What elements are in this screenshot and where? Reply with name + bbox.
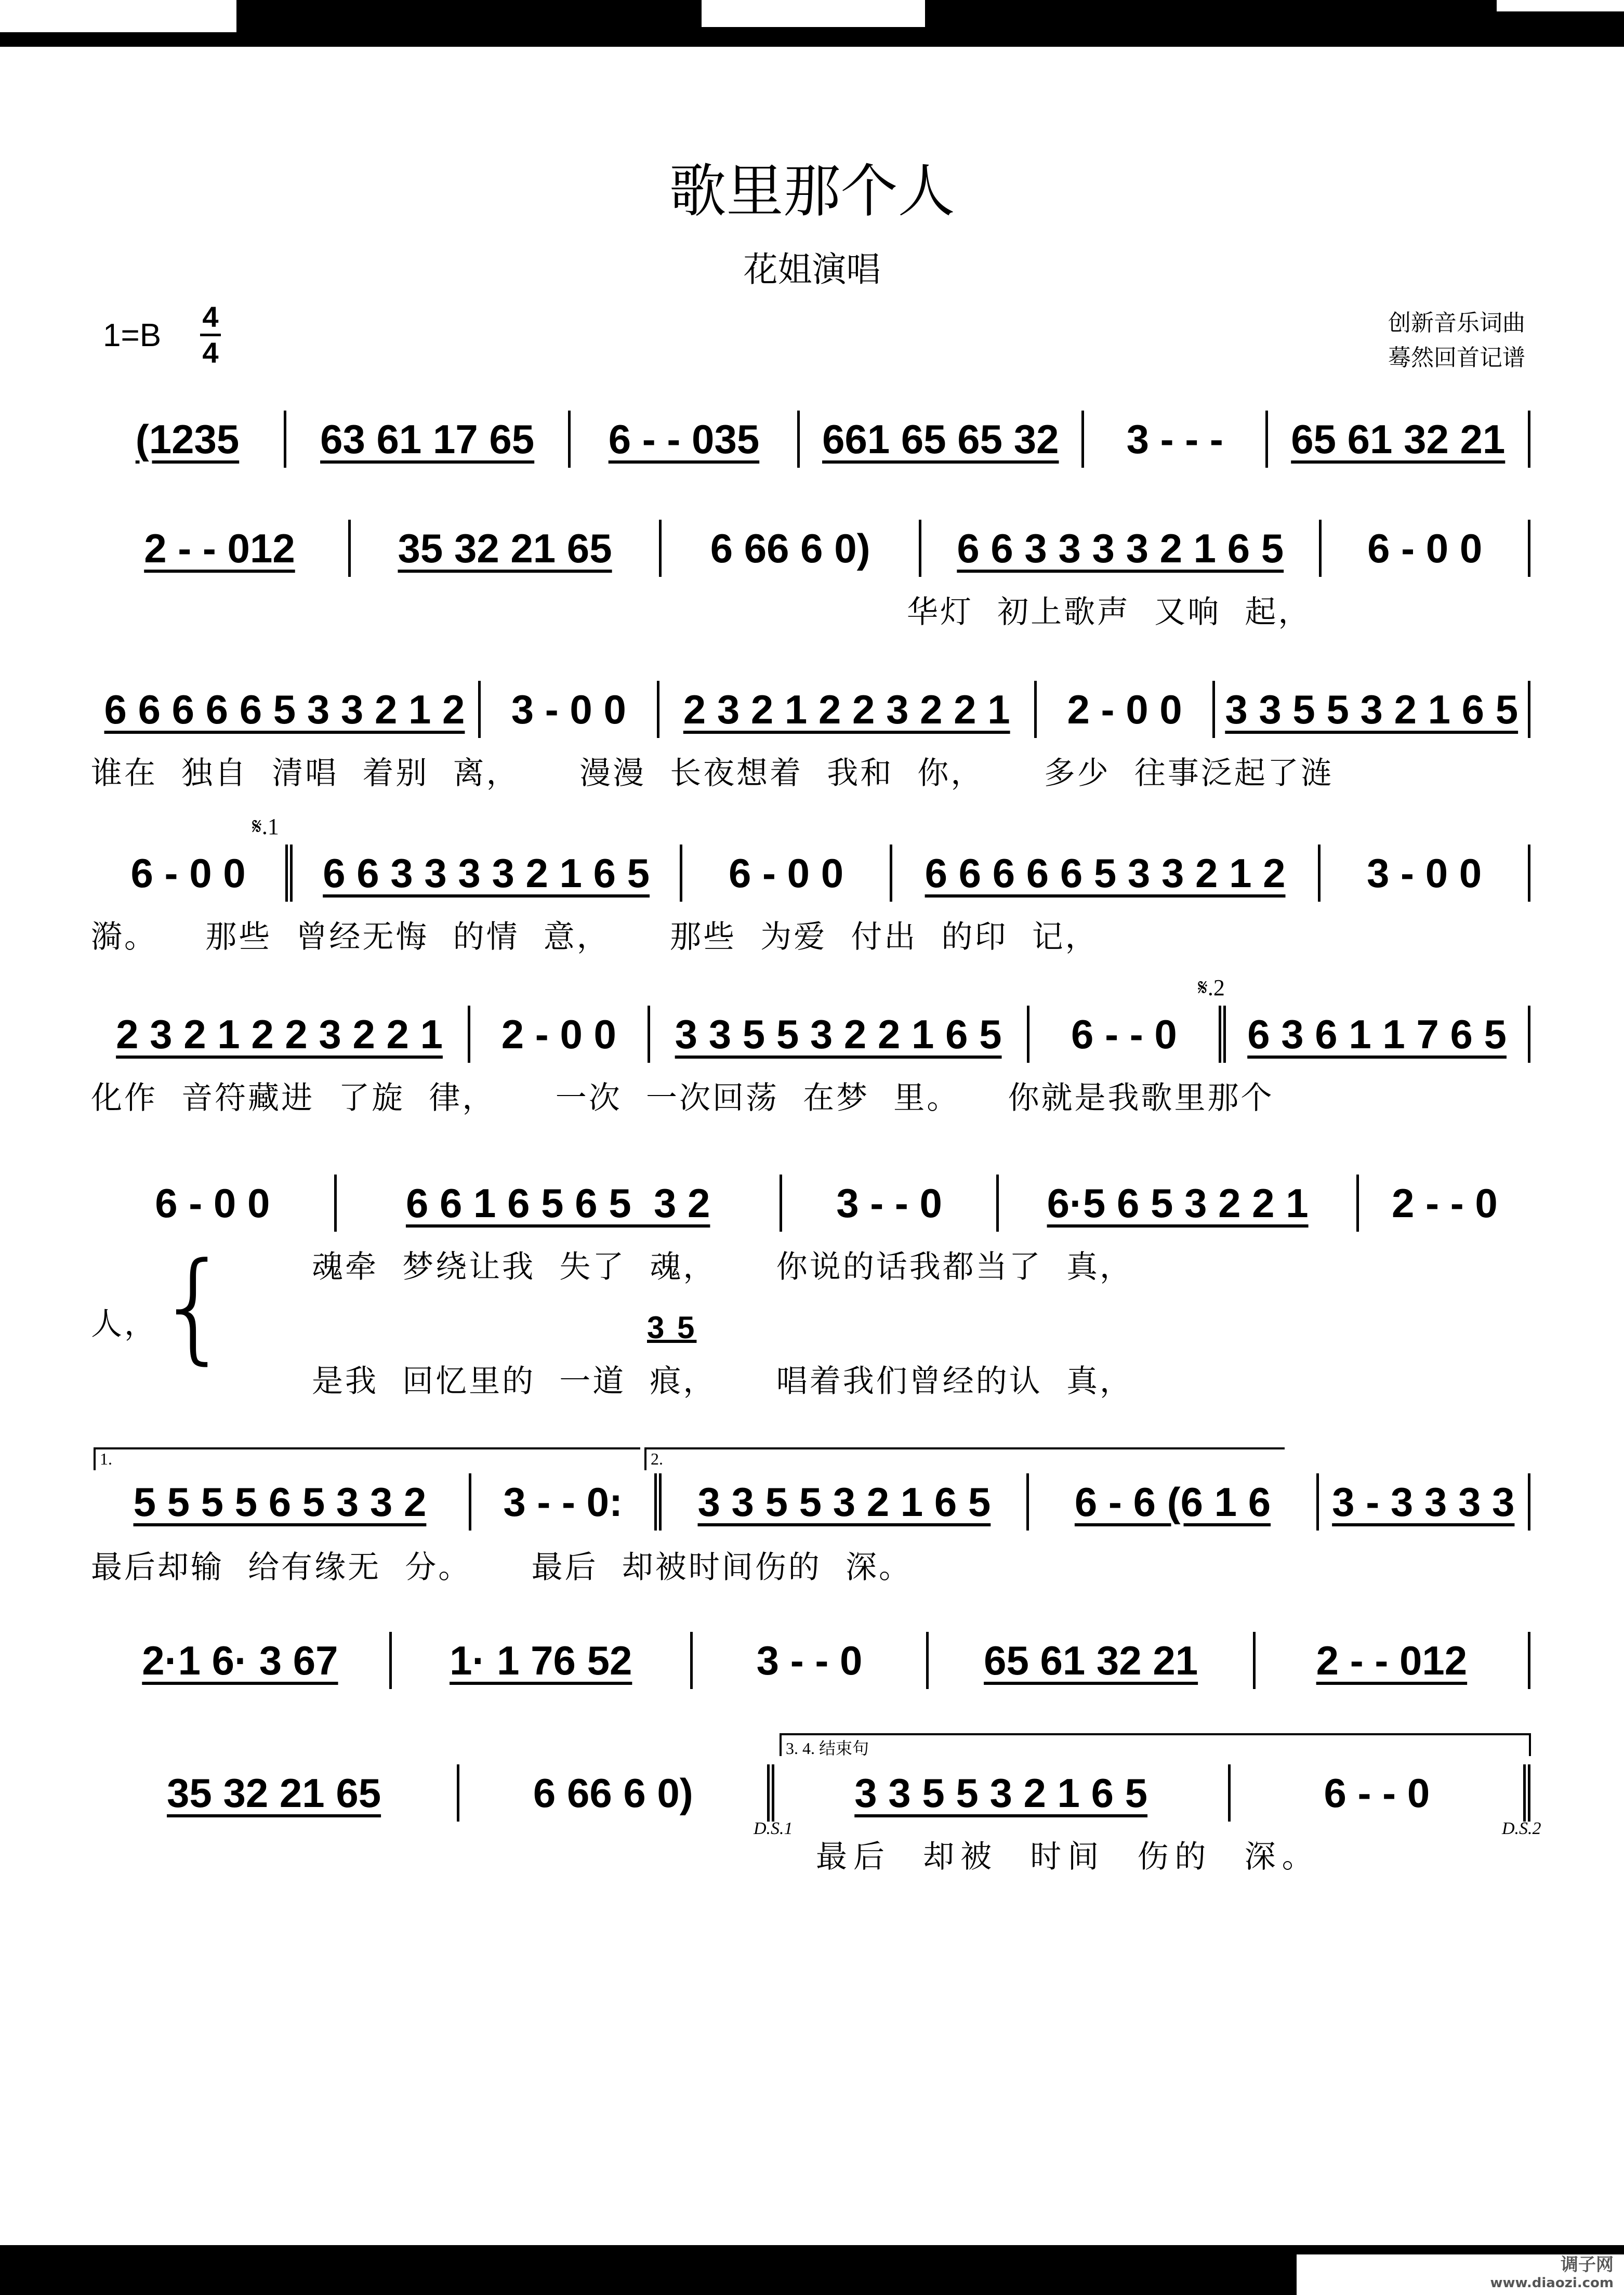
measure: 6 66 6 0) (459, 1764, 774, 1822)
measure: 6 - - 035 (571, 411, 799, 468)
measure: 6 - - 0 (1231, 1764, 1530, 1822)
lyric-line: 化作 音符藏进 了旋 律， 一次 一次回荡 在梦 里。 你就是我歌里那个 (91, 1080, 1274, 1116)
measure: 63 61 17 65 (286, 411, 571, 468)
time-signature (200, 301, 221, 368)
measure: 6 - - 0 (1029, 1006, 1226, 1063)
score-row-5 (91, 1006, 1530, 1063)
ds1-marking: D.S.1 (754, 1819, 793, 1838)
lyric-line: 最后 却被 时间 伤的 深。 (816, 1839, 1319, 1875)
watermark-url: www.diaozi.com (1490, 2275, 1614, 2291)
volta-1: 1. (94, 1447, 640, 1470)
measure: 3 - - - (1084, 411, 1269, 468)
volta-3-4-ending: 3. 4. 结束句 (780, 1733, 1531, 1756)
measure: 6 6 6 6 6 5 3 3 2 1 2 (892, 845, 1321, 902)
measure: 2 - - 0 (1392, 1180, 1498, 1226)
lyric-line: 谁在 独自 清唱 着别 离， 漫漫 长夜想着 我和 你， 多少 往事泛起了涟 (91, 755, 1334, 792)
score-row-2 (91, 520, 1530, 577)
measure: 3 - - 0: (471, 1473, 662, 1531)
lyric-line: 最后却输 给有缘无 分。 最后 却被时间伤的 深。 (91, 1549, 912, 1586)
song-title: 歌里那个人 (669, 158, 955, 225)
lyric-line: 人， (91, 1306, 157, 1342)
measure: 3 - - 0 (782, 1175, 999, 1232)
lyric-line: 华灯 初上歌声 又响 起， (907, 594, 1312, 630)
composer-credit: 创新音乐词曲 (1388, 310, 1525, 336)
watermark-name: 调子网 (1561, 2254, 1614, 2275)
measure: 65 61 32 21 (1268, 411, 1530, 468)
measure: 6 - 0 0 (91, 1175, 337, 1232)
measure: 661 65 65 32 (800, 411, 1084, 468)
time-bottom: 4 (202, 336, 219, 369)
measure: 3 - 3 3 3 3 (1319, 1473, 1530, 1531)
scan-white-patch (702, 0, 925, 27)
watermark (1297, 2254, 1624, 2295)
measure: 2 - 0 0 (470, 1006, 650, 1063)
measure: 6 - 0 0 (1322, 520, 1530, 577)
score-row-7 (91, 1473, 1530, 1531)
measure: 6 6 6 6 6 5 3 3 2 1 2 (91, 681, 481, 738)
key-signature: 1=B (103, 318, 162, 353)
measure: 35 32 21 65 (91, 1764, 459, 1822)
measure: 35 32 21 65 (351, 520, 662, 577)
performer: 花姐演唱 (743, 249, 881, 289)
verse-brace: { (156, 1237, 232, 1376)
lyric-verse-2: 是我 回忆里的 一道 痕， 唱着我们曾经的认 真， (312, 1363, 1133, 1400)
score-row-8 (91, 1632, 1530, 1689)
measure: 2 3 2 1 2 2 3 2 2 1 (659, 681, 1037, 738)
measure: 6 - 0 0 (91, 845, 293, 902)
score-row-9 (91, 1764, 1530, 1822)
volta-2: 2. (644, 1447, 1285, 1470)
measure: 3 3 5 5 3 2 2 1 6 5 (650, 1006, 1029, 1063)
measure: 6 - 0 0 (682, 845, 892, 902)
transcriber-credit: 蓦然回首记谱 (1388, 345, 1525, 371)
measure: 3 - 0 0 (1321, 845, 1530, 902)
measure: 3 3 5 5 3 2 1 6 5 (774, 1764, 1231, 1822)
measure: 2 - - 012 (1256, 1632, 1530, 1689)
measure: 3 3 5 5 3 2 1 6 5 (662, 1473, 1029, 1531)
segno-2: 𝄋.2 (1198, 975, 1225, 1000)
measure: 2 - 0 0 (1037, 681, 1216, 738)
measure: 6 - 6 (6 1 6 (1029, 1473, 1318, 1531)
measure: 2 3 2 1 2 2 3 2 2 1 (91, 1006, 470, 1063)
measure: 6·5 6 5 3 2 2 1 (999, 1175, 1358, 1232)
measure: (1235 (91, 411, 286, 468)
score-row-6 (91, 1175, 1530, 1232)
alt-notes: 3 5 (647, 1310, 697, 1345)
scan-white-patch (0, 0, 236, 32)
measure: 6 6 3 3 3 3 2 1 6 5 (293, 845, 682, 902)
measure: 6 6 3 3 3 3 2 1 6 5 (921, 520, 1322, 577)
measure: 2 - - 012 (91, 520, 351, 577)
lyric-verse-1: 魂牵 梦绕让我 失了 魂， 你说的话我都当了 真， (312, 1249, 1133, 1285)
measure: 3 - 0 0 (481, 681, 659, 738)
score-row-4 (91, 845, 1530, 902)
measure: 6 3 6 1 1 7 6 5 (1226, 1006, 1530, 1063)
scan-white-patch (1497, 0, 1624, 11)
measure: 6 6 1 6 5 6 5 3 2 (337, 1175, 782, 1232)
score-row-3 (91, 681, 1530, 738)
segno-1: 𝄋.1 (252, 814, 279, 839)
measure: 3 - - 0 (693, 1632, 929, 1689)
measure: 3 3 5 5 3 2 1 6 5 (1215, 681, 1530, 738)
score-row-1 (91, 411, 1530, 468)
measure: 65 61 32 21 (929, 1632, 1255, 1689)
measure: 6 66 6 0) (662, 520, 921, 577)
lyric-line: 漪。 那些 曾经无悔 的情 意， 那些 为爱 付出 的印 记， (91, 919, 1099, 955)
measure: 5 5 5 5 6 5 3 3 2 (91, 1473, 471, 1531)
measure: 2·1 6· 3 67 (91, 1632, 392, 1689)
ds2-marking: D.S.2 (1502, 1819, 1541, 1838)
time-top: 4 (202, 300, 219, 333)
measure: 1· 1 76 52 (392, 1632, 693, 1689)
